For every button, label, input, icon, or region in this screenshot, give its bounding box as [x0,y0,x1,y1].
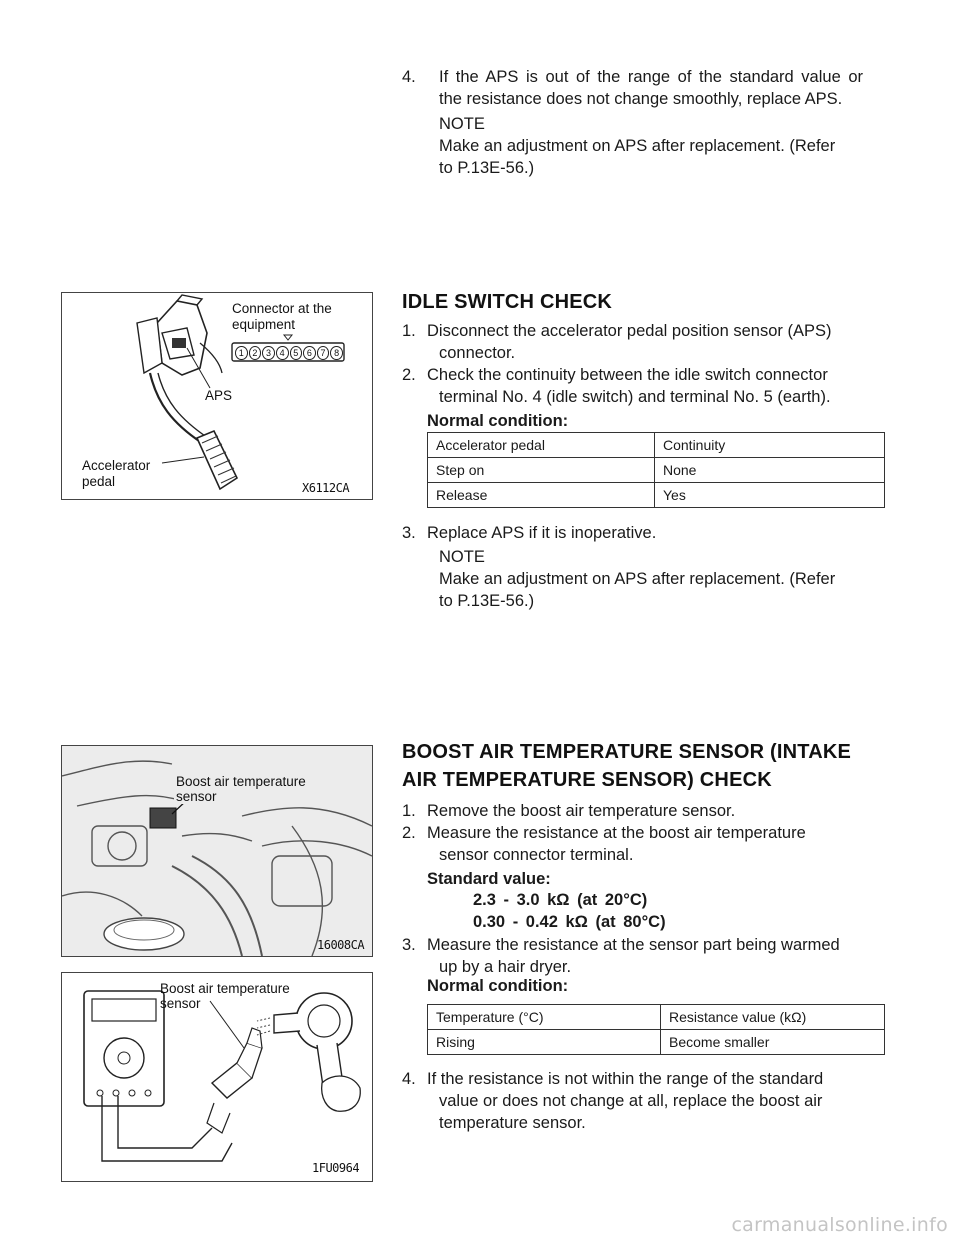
connector-pin: 3 [262,346,275,360]
table-cell: Resistance value (kΩ) [661,1005,885,1030]
step-number: 1. [402,802,416,820]
table-cell: None [655,458,885,483]
step-number: 1. [402,322,416,340]
step-text: terminal No. 4 (idle switch) and terminal No. 5 (earth). [439,388,831,406]
table-cell: Yes [655,483,885,508]
watermark: carmanualsonline.info [731,1214,948,1236]
note-text: to P.13E-56.) [439,592,535,610]
normal-condition-label: Normal condition: [427,977,569,995]
table-cell: Rising [428,1030,661,1055]
note-text: to P.13E-56.) [439,159,535,177]
step-text: the resistance does not change smoothly, replace APS. [439,90,843,108]
boost-condition-table [427,1004,885,1055]
table-cell: Step on [428,458,655,483]
step-text: Replace APS if it is inoperative. [427,524,657,542]
section-heading: AIR TEMPERATURE SENSOR) CHECK [402,769,772,791]
connector-pin: 6 [303,346,316,360]
table-cell: Become smaller [661,1030,885,1055]
step-text: If the resistance is not within the range of the standard [427,1070,824,1088]
figure-code: 16008CA [317,938,365,952]
table-cell: Continuity [655,433,885,458]
step-text: up by a hair dryer. [439,958,572,976]
note-label: NOTE [439,115,485,133]
note-text: Make an adjustment on APS after replacement. (Refer [439,570,836,588]
figure-label: APS [205,388,233,403]
connector-pin: 1 [235,346,248,360]
step-text: connector. [439,344,516,362]
table-row [428,1030,885,1055]
figure-label: equipment [232,317,296,332]
note-label: NOTE [439,548,485,566]
step-text: Remove the boost air temperature sensor. [427,802,736,820]
figure-label: sensor [176,789,217,804]
multimeter-hairdryer-illustration [62,973,372,1181]
connector-pin: 5 [290,346,303,360]
table-row [428,1005,885,1030]
note-text: Make an adjustment on APS after replacement. (Refer [439,137,836,155]
figure-code: X6112CA [302,481,350,495]
section-heading: IDLE SWITCH CHECK [402,291,613,313]
connector-pin: 4 [276,346,289,360]
figure-label: Boost air temperature [160,981,290,996]
step-text: If the APS is out of the range of the standard value or [439,68,863,86]
step-number: 2. [402,824,416,842]
step-number: 4. [402,68,416,86]
normal-condition-label: Normal condition: [427,412,569,430]
table-cell: Accelerator pedal [428,433,655,458]
standard-value: 0.30 - 0.42 kΩ (at 80°C) [473,913,666,931]
table-row [428,483,885,508]
sensor-test-figure [61,972,373,1182]
connector-pin: 8 [330,346,343,360]
step-number: 3. [402,936,416,954]
standard-value: 2.3 - 3.0 kΩ (at 20°C) [473,891,648,909]
step-text: Check the continuity between the idle switch connector [427,366,828,384]
step-text: value or does not change at all, replace the boost air [439,1092,823,1110]
table-row [428,433,885,458]
standard-value-label: Standard value: [427,870,551,888]
connector-pin: 7 [317,346,330,360]
section-heading: BOOST AIR TEMPERATURE SENSOR (INTAKE [402,741,852,763]
figure-label: Connector at the [232,301,332,316]
step-text: temperature sensor. [439,1114,586,1132]
step-text: Measure the resistance at the sensor part being warmed [427,936,840,954]
aps-figure [61,292,373,500]
figure-label: sensor [160,996,201,1011]
step-number: 4. [402,1070,416,1088]
connector-pin: 2 [249,346,262,360]
step-text: Measure the resistance at the boost air temperature [427,824,806,842]
step-number: 2. [402,366,416,384]
table-row [428,458,885,483]
figure-code: 1FU0964 [312,1161,360,1175]
step-number: 3. [402,524,416,542]
figure-label: pedal [82,474,116,489]
step-text: sensor connector terminal. [439,846,634,864]
connector-pin-row [235,346,343,360]
engine-bay-figure [61,745,373,957]
step-text: Disconnect the accelerator pedal position sensor (APS) [427,322,832,340]
figure-label: Boost air temperature [176,774,306,789]
table-cell: Temperature (°C) [428,1005,661,1030]
table-cell: Release [428,483,655,508]
figure-label: Accelerator [82,458,151,473]
idle-condition-table [427,432,885,508]
